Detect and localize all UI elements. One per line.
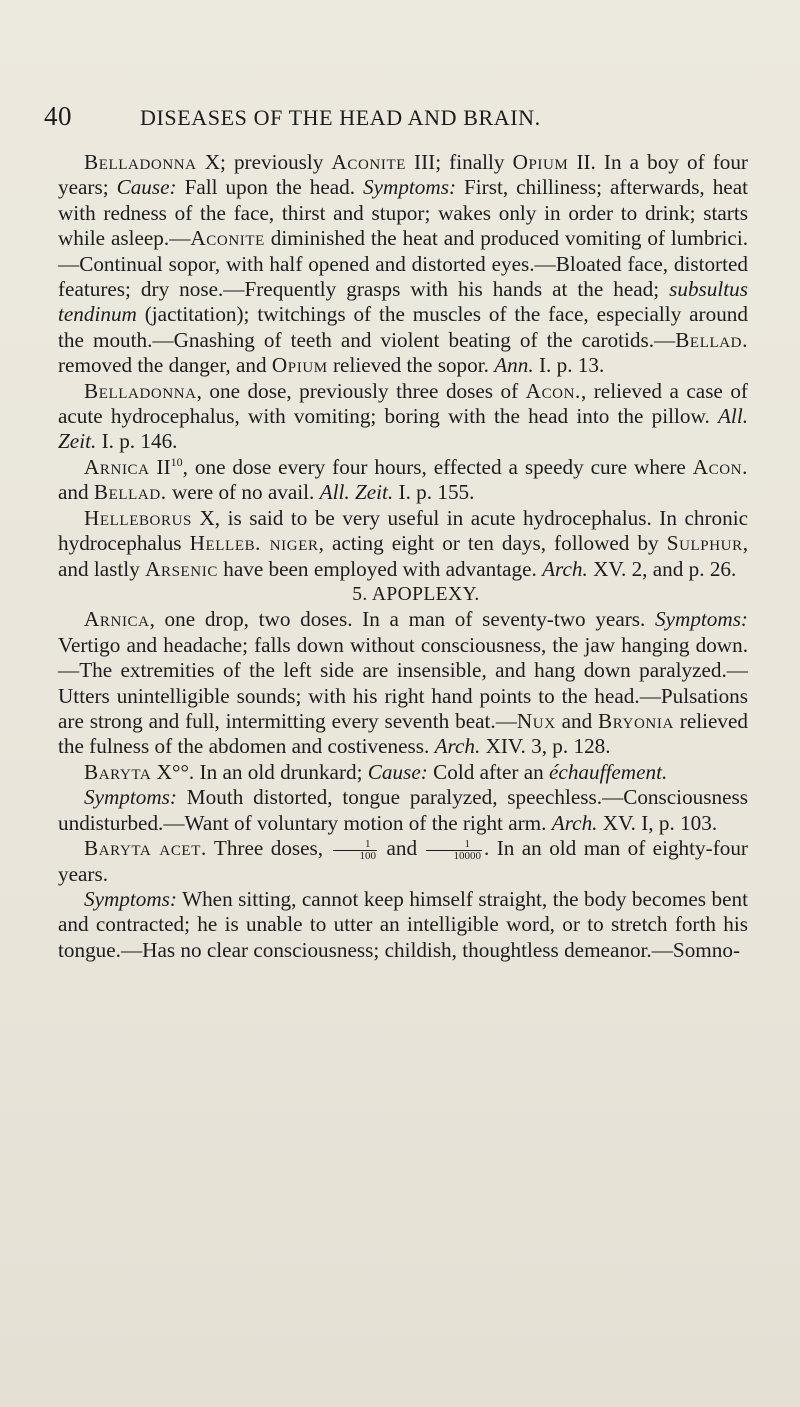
fraction-numerator: 1 [333, 839, 378, 851]
fraction-denominator: 10000 [453, 849, 481, 862]
citation-source: Ann. [494, 353, 534, 378]
text-run: , one drop, two doses. In a man of seventy-two years. [149, 607, 656, 632]
italic-label: Cause: [367, 759, 428, 784]
paragraph-baryta-acet [58, 836, 748, 963]
remedy-name: Arsenic [145, 556, 218, 581]
page-number: 40 [44, 101, 72, 131]
italic-label: Symptoms: [84, 887, 177, 912]
text-run: X; previously [196, 150, 332, 174]
italic-label: Symptoms: [363, 175, 457, 200]
text-run: diminished the heat and produced vomiting of lumbrici.—Continual sopor, with half opened and distorted eyes.—Bloated face, distorted features; dry nose.—Frequently grasps with his hands at the head; [58, 226, 748, 302]
remedy-name: Aconite [190, 226, 265, 251]
text-run: relieved the sopor. [327, 353, 495, 378]
text-run: XV. I, p. 103. [597, 810, 718, 835]
remedy-name: Belladonna [84, 378, 197, 403]
text-run: relieved the fulness of the abdomen and costiveness. [58, 708, 749, 759]
citation-source: All. Zeit. [319, 480, 394, 505]
fraction-denominator: 100 [359, 849, 377, 862]
remedy-name: Bryonia [598, 708, 674, 733]
text-run: Fall upon the head. [176, 175, 364, 200]
remedy-name: Opium [512, 150, 569, 174]
text-run: , one dose every four hours, effected a speedy cure where [182, 454, 693, 479]
remedy-name: Opium [271, 353, 328, 378]
remedy-name: Baryta acet. [84, 835, 207, 860]
text-run: (jactitation); twitchings of the muscles of the face, especially around the mouth.—Gnashing of teeth and violent beating of the carotids.— [58, 302, 748, 352]
body-text [58, 150, 748, 963]
remedy-name: Arnica [84, 607, 150, 632]
text-run: were of no avail. [166, 480, 320, 505]
text-run: and [555, 708, 599, 733]
text-run: and [379, 835, 425, 860]
citation-source: Arch. [542, 556, 588, 581]
italic-label: Symptoms: [655, 607, 748, 632]
remedy-name: Bellad. [675, 327, 748, 352]
italic-term: subsultus tendinum [58, 277, 748, 327]
text-run: , acting eight or ten days, followed by [318, 531, 667, 556]
text-run: X°°. In an old drunkard; [151, 759, 368, 784]
remedy-name: Acon. [525, 378, 581, 403]
running-title: DISEASES OF THE HEAD AND BRAIN. [140, 105, 541, 130]
citation-source: Arch. [434, 734, 481, 759]
text-run: , relieved a case of acute hydrocephalus, with vomiting; boring with the head into the pillow. [58, 378, 748, 429]
text-run: I. p. 155. [393, 480, 475, 505]
text-run: X, is said to be very useful in acute hydrocephalus. In chronic hydrocephalus [58, 505, 748, 556]
potency-superscript: 10 [170, 454, 183, 469]
remedy-name: Helleb. niger [189, 531, 319, 556]
remedy-name: Belladonna [84, 150, 197, 174]
text-run: First, chilliness; afterwards, heat with redness of the face, thirst and stupor; wakes only in order to drink; starts while asleep.— [58, 175, 748, 251]
text-run: Vertigo and headache; falls down without consciousness, the jaw hanging down.—The extremities of the left side are insensible, and hang down paralyzed.—Utters unintelligible sounds; with his right hand points to the head.—Pulsations are strong and full, intermitting every seventh beat.— [58, 632, 748, 733]
text-run: , one dose, previously three doses of [196, 378, 526, 403]
paragraph-belladonna-head-injury [58, 150, 748, 379]
text-run: XV. 2, and p. 26. [587, 556, 737, 581]
text-run: III; finally [405, 150, 513, 174]
text-run: I. p. 13. [533, 353, 605, 378]
text-run: Mouth distorted, tongue paralyzed, speechless.—Consciousness undisturbed.—Want of voluntary motion of the right arm. [58, 785, 748, 835]
citation-source: All. Zeit. [58, 404, 748, 454]
text-run: and [58, 480, 94, 505]
fraction [333, 839, 378, 862]
text-run: XIV. 3, p. 128. [480, 734, 611, 759]
remedy-name: Aconite [331, 150, 406, 174]
remedy-name: Bellad. [93, 480, 167, 505]
remedy-name: Baryta [84, 759, 152, 784]
remedy-name: Nux [516, 708, 556, 733]
paragraph-baryta [58, 760, 748, 836]
text-run: have been employed with advantage. [217, 556, 543, 581]
text-run: , and lastly [58, 531, 748, 581]
italic-label: Cause: [116, 175, 177, 200]
text-run: Cold after an [427, 759, 550, 784]
text-run: . In an old man of eighty-four years. [58, 835, 748, 886]
fraction [426, 839, 482, 862]
text-run: II. In a boy of four years; [58, 150, 748, 200]
section-heading: 5. APOPLEXY. [352, 583, 480, 605]
remedy-name: Acon. [692, 454, 748, 479]
text-run: I. p. 146. [96, 429, 178, 454]
remedy-name: Sulphur [666, 531, 743, 556]
paragraph-belladonna-hydrocephalus [58, 379, 748, 455]
text-run: Three doses, [206, 835, 331, 860]
italic-label: Symptoms: [84, 785, 177, 810]
paragraph-arnica-apoplexy [58, 607, 748, 759]
citation-source: Arch. [551, 810, 598, 835]
italic-term: échauffement. [549, 759, 668, 784]
running-head [44, 97, 754, 137]
paragraph-helleborus [58, 506, 748, 582]
text-run: removed the danger, and [58, 353, 272, 378]
fraction-numerator: 1 [426, 839, 482, 851]
remedy-name: Helleborus [84, 505, 192, 530]
paragraph-arnica [58, 455, 748, 506]
text-run: II [149, 454, 171, 479]
remedy-name: Arnica [84, 454, 150, 479]
text-run: When sitting, cannot keep himself straight, the body becomes bent and contracted; he is unable to utter an intelligible word, or to stretch forth his tongue.—Has no clear consciousness; childish, thoughtless demeanor.—Somno- [58, 887, 748, 962]
